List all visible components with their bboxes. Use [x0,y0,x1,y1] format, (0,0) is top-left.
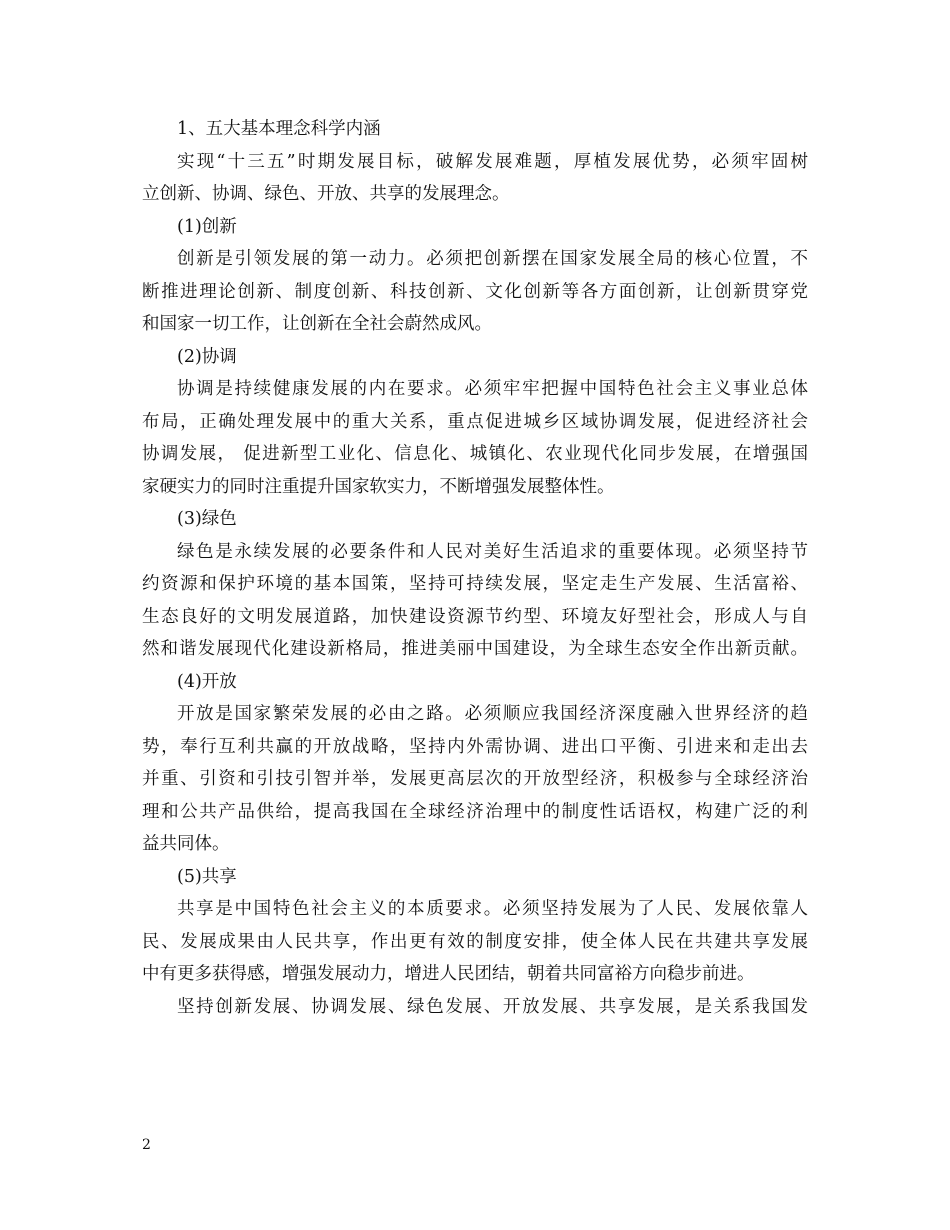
paragraph-line: 然和谐发展现代化建设新格局，推进美丽中国建设，为全球生态安全作出新贡献。 [142,639,808,659]
section-heading: 1、五大基本理念科学内涵 [177,119,381,139]
paragraph-line: 协调发展， 促进新型工业化、信息化、城镇化、农业现代化同步发展，在增强国 [142,444,808,464]
subsection-heading-innovation: (1)创新 [177,216,237,237]
page-number: 2 [142,1137,151,1153]
paragraph-line: 家硬实力的同时注重提升国家软实力，不断增强发展整体性。 [142,476,615,497]
paragraph-line: 势，奉行互利共赢的开放战略，坚持内外需协调、进出口平衡、引进来和走出去 [142,736,808,757]
paragraph-line: 和国家一切工作，让创新在全社会蔚然成风。 [142,314,492,334]
paragraph-line: 立创新、协调、绿色、开放、共享的发展理念。 [142,184,510,204]
paragraph-line: 民、发展成果由人民共享，作出更有效的制度安排，使全体人民在共建共享发展 [142,931,808,952]
subsection-heading-sharing: (5)共享 [177,866,237,887]
paragraph-line: 布局，正确处理发展中的重大关系，重点促进城乡区域协调发展，促进经济社会 [142,411,808,432]
paragraph-line: 坚持创新发展、协调发展、绿色发展、开放发展、共享发展，是关系我国发 [177,996,808,1017]
paragraph-line: 中有更多获得感，增强发展动力，增进人民团结，朝着共同富裕方向稳步前进。 [142,964,755,984]
document-body [142,113,808,1023]
paragraph-line: 创新是引领发展的第一动力。必须把创新摆在国家发展全局的核心位置，不 [177,249,808,269]
paragraph-line: 断推进理论创新、制度创新、科技创新、文化创新等各方面创新，让创新贯穿党 [142,281,808,302]
paragraph-line: 实现“十三五”时期发展目标，破解发展难题，厚植发展优势，必须牢固树 [177,151,808,172]
paragraph-line: 绿色是永续发展的必要条件和人民对美好生活追求的重要体现。必须坚持节 [177,541,808,562]
paragraph-line: 生态良好的文明发展道路，加快建设资源节约型、环境友好型社会，形成人与自 [142,606,808,627]
paragraph-line: 约资源和保护环境的基本国策，坚持可持续发展，坚定走生产发展、生活富裕、 [142,574,808,594]
paragraph-line: 益共同体。 [142,834,230,854]
paragraph-line: 协调是持续健康发展的内在要求。必须牢牢把握中国特色社会主义事业总体 [177,379,808,399]
paragraph-line: 并重、引资和引技引智并举，发展更高层次的开放型经济，积极参与全球经济治 [142,769,808,789]
paragraph-line: 理和公共产品供给，提高我国在全球经济治理中的制度性话语权，构建广泛的利 [142,801,808,822]
paragraph-line: 共享是中国特色社会主义的本质要求。必须坚持发展为了人民、发展依靠人 [177,899,808,919]
subsection-heading-green: (3)绿色 [177,509,237,529]
paragraph-line: 开放是国家繁荣发展的必由之路。必须顺应我国经济深度融入世界经济的趋 [177,704,808,724]
subsection-heading-openness: (4)开放 [177,671,237,692]
subsection-heading-coordination: (2)协调 [177,346,237,367]
